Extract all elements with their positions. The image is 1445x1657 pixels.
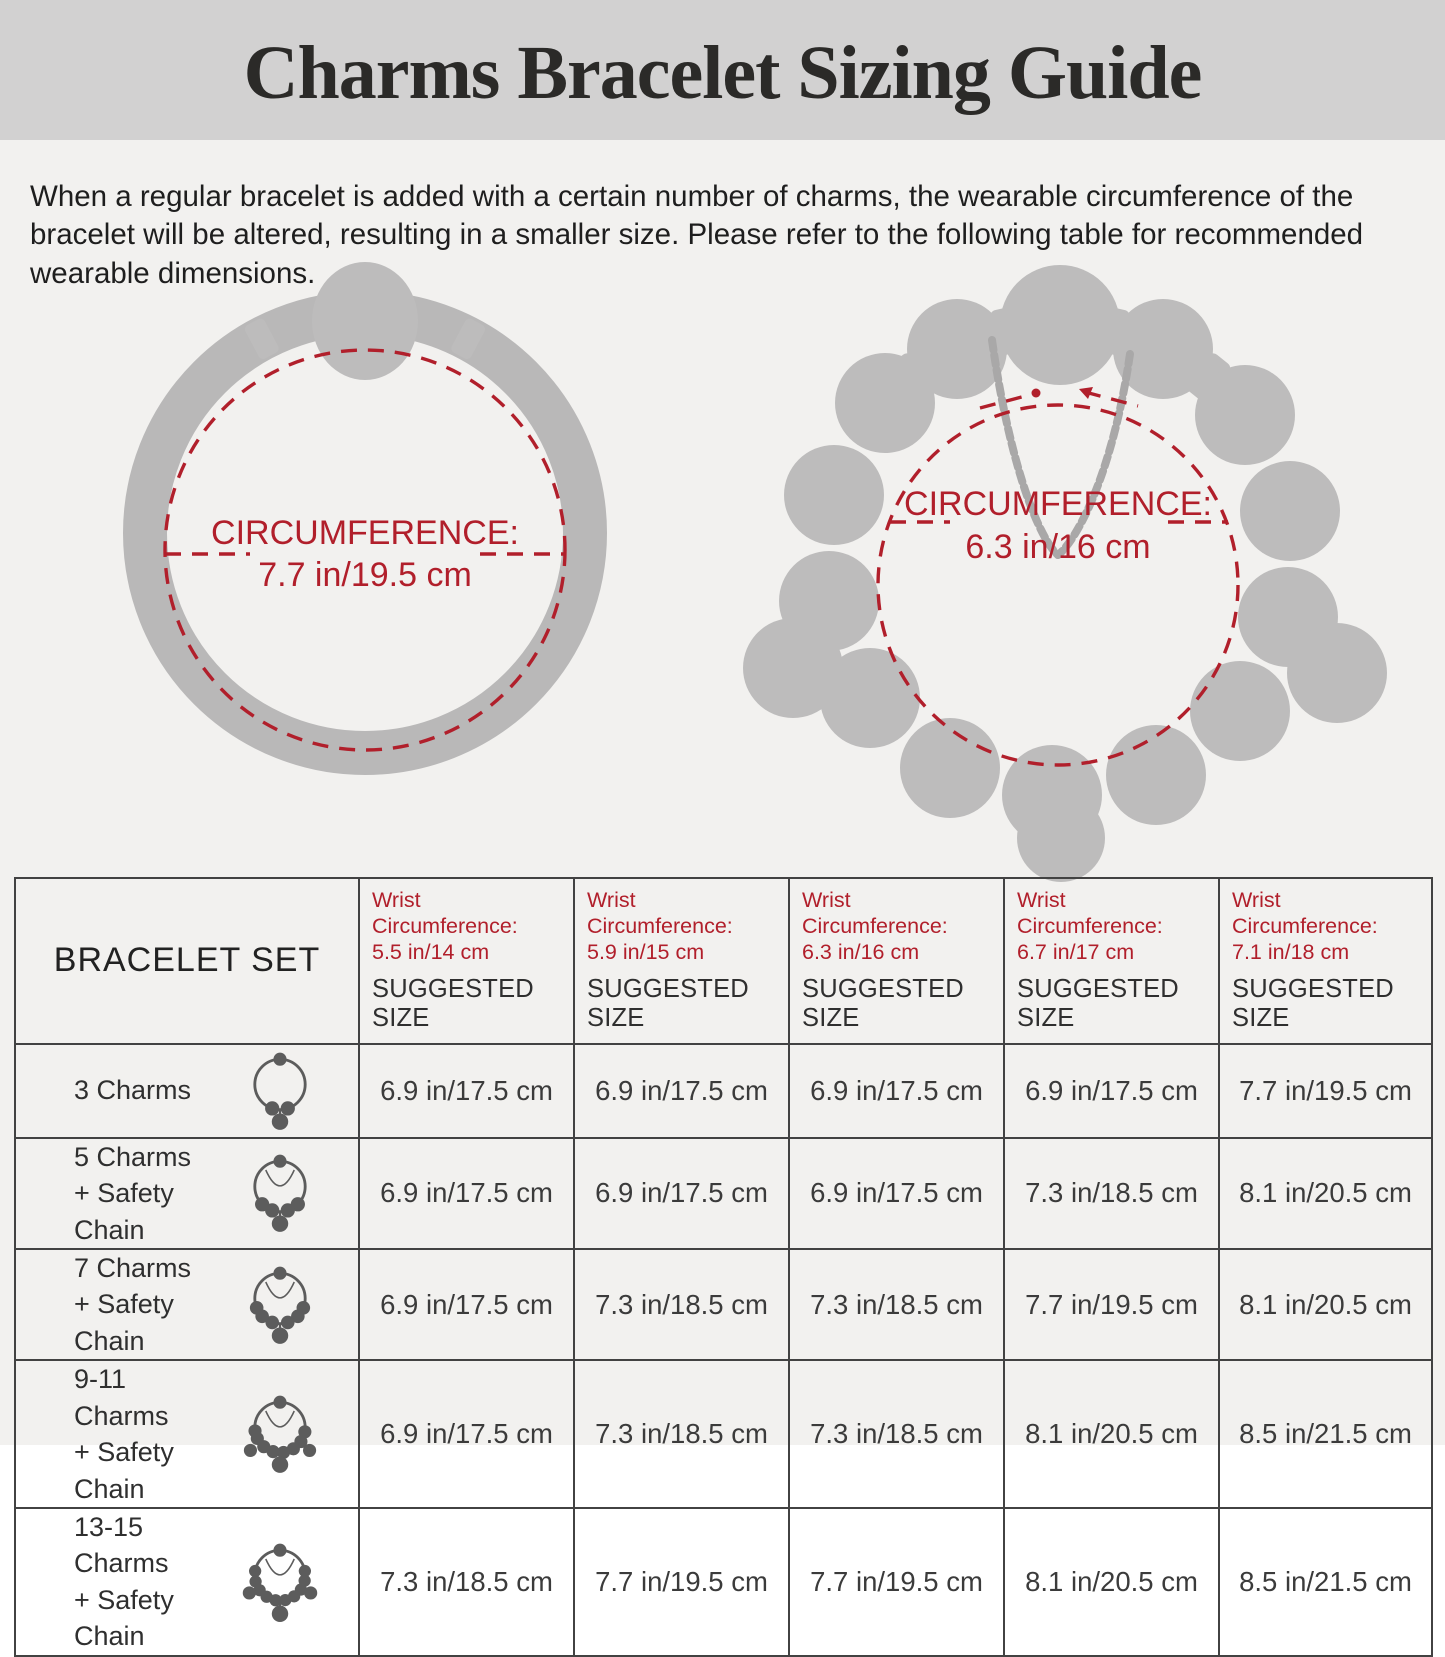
circumference-dashed-circle [878,405,1238,765]
size-value: 7.3 in/18.5 cm [789,1249,1004,1360]
suggested-size-label: SUGGESTED SIZE [1232,974,1394,1032]
size-value: 6.9 in/17.5 cm [359,1138,574,1249]
size-value: 6.9 in/17.5 cm [789,1044,1004,1138]
page-title: Charms Bracelet Sizing Guide [243,31,1202,115]
size-value: 8.5 in/21.5 cm [1219,1508,1432,1656]
wrist-circumference-value: 6.3 in/16 cm [802,940,920,965]
set-label: 7 Charms + Safety Chain [74,1252,192,1356]
bracelet-5-charms-safety-chain-icon [234,1147,326,1239]
size-value: 6.9 in/17.5 cm [359,1044,574,1138]
table-row [15,1508,1432,1656]
size-value: 6.9 in/17.5 cm [789,1138,1004,1249]
size-value: 6.9 in/17.5 cm [1004,1044,1219,1138]
circumference-label: CIRCUMFERENCE: [904,485,1212,523]
size-value: 7.7 in/19.5 cm [574,1508,789,1656]
table-header-row [15,878,1432,1044]
size-column-header-7-1 [1219,878,1432,1044]
circumference-value: 6.3 in/16 cm [965,528,1151,566]
leader-dot [1032,389,1041,398]
size-value: 6.9 in/17.5 cm [359,1360,574,1508]
table-row [15,1138,1432,1249]
bracelet-3-charms-icon [234,1045,326,1137]
wrist-circumference-label: Wrist Circumference: [587,888,733,939]
size-value: 8.1 in/20.5 cm [1004,1360,1219,1508]
set-label: 3 Charms [74,1075,192,1106]
circumference-value: 7.7 in/19.5 cm [258,556,472,594]
wrist-circumference-value: 5.5 in/14 cm [372,940,490,965]
set-label: 5 Charms + Safety Chain [74,1141,192,1245]
bracelet-7-charms-safety-chain-icon [234,1259,326,1351]
size-column-header-6-3 [789,878,1004,1044]
plain-bracelet-illustration [70,278,650,783]
bracelet-9-11-charms-safety-chain-icon [234,1388,326,1480]
bracelet-clasp [312,262,418,380]
charm-bracelet-illustration [740,268,1400,888]
size-value: 7.3 in/18.5 cm [1004,1138,1219,1249]
wrist-circumference-value: 7.1 in/18 cm [1232,940,1350,965]
size-value: 7.7 in/19.5 cm [1219,1044,1432,1138]
size-value: 7.3 in/18.5 cm [359,1508,574,1656]
size-value: 6.9 in/17.5 cm [574,1044,789,1138]
table-row [15,1249,1432,1360]
suggested-size-label: SUGGESTED SIZE [802,974,964,1032]
wrist-circumference-label: Wrist Circumference: [802,888,948,939]
intro-paragraph: When a regular bracelet is added with a certain number of charms, the wearable circumference of the bracelet will be altered, resulting in a smaller size. Please refer to the following table for recommended wearable dimensions. [30,179,1364,291]
size-value: 8.5 in/21.5 cm [1219,1360,1432,1508]
wrist-circumference-label: Wrist Circumference: [372,888,518,939]
size-value: 7.3 in/18.5 cm [789,1360,1004,1508]
circumference-label: CIRCUMFERENCE: [211,514,519,552]
suggested-size-label: SUGGESTED SIZE [587,974,749,1032]
set-label: 9-11 Charms + Safety Chain [74,1364,174,1504]
size-value: 6.9 in/17.5 cm [359,1249,574,1360]
size-value: 8.1 in/20.5 cm [1004,1508,1219,1656]
size-value: 7.7 in/19.5 cm [789,1508,1004,1656]
size-value: 7.3 in/18.5 cm [574,1360,789,1508]
size-value: 8.1 in/20.5 cm [1219,1249,1432,1360]
wrist-circumference-label: Wrist Circumference: [1017,888,1163,939]
table-row [15,1360,1432,1508]
size-value: 8.1 in/20.5 cm [1219,1138,1432,1249]
sizing-table [14,877,1431,1652]
bracelet-13-15-charms-safety-chain-icon [234,1536,326,1628]
size-column-header-6-7 [1004,878,1219,1044]
size-value: 6.9 in/17.5 cm [574,1138,789,1249]
size-column-header-5-5 [359,878,574,1044]
size-column-header-5-9 [574,878,789,1044]
size-value: 7.3 in/18.5 cm [574,1249,789,1360]
suggested-size-label: SUGGESTED SIZE [1017,974,1179,1032]
table-row [15,1044,1432,1138]
set-label: 13-15 Charms + Safety Chain [74,1512,174,1652]
size-value: 7.7 in/19.5 cm [1004,1249,1219,1360]
bracelet-set-header: BRACELET SET [15,878,359,1044]
wrist-circumference-value: 5.9 in/15 cm [587,940,705,965]
title-band [0,0,1445,140]
suggested-size-label: SUGGESTED SIZE [372,974,534,1032]
wrist-circumference-label: Wrist Circumference: [1232,888,1378,939]
wrist-circumference-value: 6.7 in/17 cm [1017,940,1135,965]
